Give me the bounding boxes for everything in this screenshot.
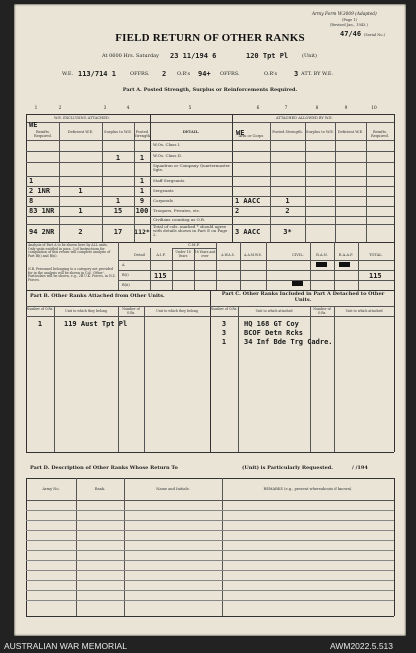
posted-header: Posted Strength xyxy=(134,130,151,138)
over18-header: 18 Years and over xyxy=(194,250,216,258)
we-excl-header: W.E. EXCLUDING ATTACHED. xyxy=(54,116,110,120)
we-hand-mark-2: WE xyxy=(236,129,245,137)
row-arm: 3 AACC xyxy=(235,228,261,236)
unit-value: 120 Tpt Pl xyxy=(246,52,289,60)
row-deficient: 1 xyxy=(78,207,83,215)
aamws-header: A.A.M.W.S. xyxy=(244,253,262,257)
col-number: 3 xyxy=(103,106,107,111)
serial-value: 47/46 xyxy=(340,30,362,38)
detail-label: Detail xyxy=(134,253,145,257)
row-posted: 1 xyxy=(139,154,145,162)
row-surplus: 17 xyxy=(113,228,123,236)
part-c-num2-header: Number of O.Rs. xyxy=(313,307,331,315)
att-allowed-header: ATTACHED ALLOWED BY W.E. xyxy=(276,116,333,120)
row-detail: Civilians counting as O.R. xyxy=(153,217,206,222)
col-number: 8 xyxy=(315,106,319,111)
row-posted2: 3* xyxy=(283,228,292,236)
row-detail: W.Os. Class II. xyxy=(153,153,183,158)
analysis-note: Analysis of Part A to be shown here by ALL units. Only units entitled in para. 3 of Instructions for compilation of this return will complete analysis of Part B(i) and B(ii). xyxy=(28,243,111,258)
redaction-mark xyxy=(316,262,327,267)
row-posted: 100 xyxy=(135,207,149,215)
serial-label: (Serial No.) xyxy=(364,33,386,37)
row-label-bi: B(i) xyxy=(122,273,129,277)
part-d-remarks-header: REMARKS (e.g., present whereabouts if known). xyxy=(263,487,353,491)
part-d-date: / /194 xyxy=(352,465,368,471)
form-ref-1: Army Form W.3009 (Adapted) xyxy=(312,12,377,17)
part-c-unit-header: Unit to which attached xyxy=(255,309,293,313)
col-number: 6 xyxy=(256,106,260,111)
row-reinf: 1 xyxy=(29,177,34,185)
at-line: At 0600 Hrs. Saturday xyxy=(102,53,159,59)
row-posted2: 2 xyxy=(285,207,290,215)
redaction-mark xyxy=(292,281,303,286)
part-c-unit2-header: Unit to which attached xyxy=(345,309,383,313)
row-surplus: 1 xyxy=(115,154,121,162)
ors-value: 94+ xyxy=(198,70,211,78)
part-b-unit: 119 Aust Tpt Pl xyxy=(64,320,128,328)
surplus2-header: Surplus to W.E. xyxy=(306,130,334,134)
row-detail: Staff Sergeants xyxy=(153,178,185,183)
row-detail: Sergeants xyxy=(153,188,174,193)
row-reinf: 2 1NR xyxy=(29,187,51,195)
att-value: 3 xyxy=(294,70,299,78)
col-number: 4 xyxy=(126,106,130,111)
row-deficient: 2 xyxy=(78,228,83,236)
col-number: 5 xyxy=(188,106,192,111)
row-deficient: 1 xyxy=(78,187,83,195)
we-value: 113/714 1 xyxy=(78,70,116,78)
part-b-unit-header: Unit to which they belong xyxy=(65,309,107,313)
form-sheet xyxy=(14,4,406,636)
part-c-unit: BCOF Detn Rcks xyxy=(244,329,304,337)
reinf-header: Reinfts. Required. xyxy=(34,130,52,138)
under18-header: Under 18 Years xyxy=(175,250,191,258)
redaction-mark xyxy=(339,262,350,267)
awas-header: A.W.A.S. xyxy=(221,253,235,257)
total-value: 115 xyxy=(369,272,382,280)
form-ref-2: (Page 1) xyxy=(342,18,358,22)
part-c-num-header: Number of O.Rs. xyxy=(210,307,238,311)
row-arm: 2 xyxy=(235,207,240,215)
part-b-num-header: Number of O.Rs. xyxy=(26,307,54,311)
row-posted2: 1 xyxy=(285,197,290,205)
form-ref-3: (Revised Jan., 1943.) xyxy=(330,23,368,27)
row-label-bii: B(ii) xyxy=(122,283,130,287)
row-posted: 9 xyxy=(139,197,145,205)
part-b-title: Part B. Other Ranks Attached from Other Units. xyxy=(30,293,165,299)
part-c-unit: 34 Inf Bde Trg Cadre. xyxy=(244,338,333,346)
part-b-num2-header: Number of O.Rs. xyxy=(122,307,140,315)
deficient-header: Deficient W.E. xyxy=(67,130,94,134)
att-label: ATT. BY W.E. xyxy=(301,71,334,77)
cmf-header: C.M.F. xyxy=(188,243,200,247)
row-posted: 1 xyxy=(139,187,145,195)
row-label-a: A xyxy=(122,263,125,267)
part-c-num: 3 xyxy=(221,329,227,337)
part-c-title: Part C. Other Ranks Included in Part A Detached to Other Units. xyxy=(221,291,385,303)
surplus-header: Surplus to W.E. xyxy=(104,130,132,134)
date-value: 23 11/194 6 xyxy=(170,52,217,60)
aif-header: A.I.F. xyxy=(156,253,166,257)
deficient2-header: Deficient W.E. xyxy=(337,130,364,134)
we-hand-mark: WE xyxy=(29,121,38,129)
row-reinf: 94 2NR xyxy=(29,228,55,236)
ors-label: O.R's xyxy=(177,71,191,77)
ran-header: R.A.N. xyxy=(316,253,328,257)
row-surplus: 1 xyxy=(115,197,121,205)
offrs-label: OFFRS. xyxy=(130,71,150,77)
aif-value: 115 xyxy=(154,272,167,280)
part-d-army-header: Army No. xyxy=(42,487,60,491)
offrs2-label: OFFRS. xyxy=(220,71,240,77)
col-number: 1 xyxy=(34,106,38,111)
row-detail: Troopers, Privates, etc. xyxy=(153,208,201,213)
arm-corps-header: Arm or Corps xyxy=(238,134,264,138)
footer-accession: AWM2022.5.513 xyxy=(330,641,393,651)
raaf-header: R.A.A.F. xyxy=(338,253,354,257)
row-reinf: 83 1NR xyxy=(29,207,55,215)
col-number: 9 xyxy=(344,106,348,111)
part-c-num: 3 xyxy=(221,320,227,328)
part-d-rank-header: Rank. xyxy=(94,487,106,491)
row-detail: Corporals xyxy=(153,198,173,203)
row-detail: W.Os. Class I. xyxy=(153,142,181,147)
reinf2-header: Reinfts. Required. xyxy=(371,130,389,138)
row-detail: Squadron or Company Quartermaster Sgts. xyxy=(153,163,231,172)
row-surplus: 15 xyxy=(113,207,123,215)
total-header: TOTAL. xyxy=(369,253,383,257)
col-number: 2 xyxy=(58,106,62,111)
page-title: FIELD RETURN OF OTHER RANKS xyxy=(115,32,305,44)
part-b-num: 1 xyxy=(37,320,43,328)
row-posted: 1 xyxy=(139,177,145,185)
row-detail: Total of cols. marked * should agree with details shown in Part E on Page 2. xyxy=(153,224,228,237)
unit-label: (Unit) xyxy=(302,53,317,59)
row-reinf: 8 xyxy=(29,197,34,205)
part-d-name-header: Name and Initials. xyxy=(156,487,190,491)
ors2-label: O.R's xyxy=(264,71,278,77)
part-c-unit: HQ 168 GT Coy xyxy=(244,320,299,328)
part-d-title: Part D. Description of Other Ranks Whose Return To xyxy=(30,465,178,471)
row-arm: 1 AACC xyxy=(235,197,261,205)
col-number: 7 xyxy=(284,106,288,111)
we-label: W.E. xyxy=(62,71,74,77)
part-d-title-post: (Unit) is Particularly Requested. xyxy=(242,465,334,471)
analysis-note-2: N.B. Personnel belonging to a category not provided for in the analysis will be shown in Col. 'Other'. Particulars will be shown, e.g., 2B U.K. Forces, in N.Z. Forces. xyxy=(28,267,116,282)
detail-header: DETAIL. xyxy=(182,130,200,134)
footer-source: AUSTRALIAN WAR MEMORIAL xyxy=(4,641,127,651)
part-a-title: Part A. Posted Strength, Surplus or Reinforcements Required. xyxy=(122,87,298,93)
posted2-header: Posted Strength. xyxy=(272,130,303,134)
col-number: 10 xyxy=(371,106,377,111)
part-c-num: 1 xyxy=(221,338,227,346)
row-posted: 112* xyxy=(134,228,150,236)
part-b-unit2-header: Unit to which they belong xyxy=(156,309,198,313)
civil-header: CIVIL. xyxy=(292,253,304,257)
offrs-value: 2 xyxy=(162,70,167,78)
